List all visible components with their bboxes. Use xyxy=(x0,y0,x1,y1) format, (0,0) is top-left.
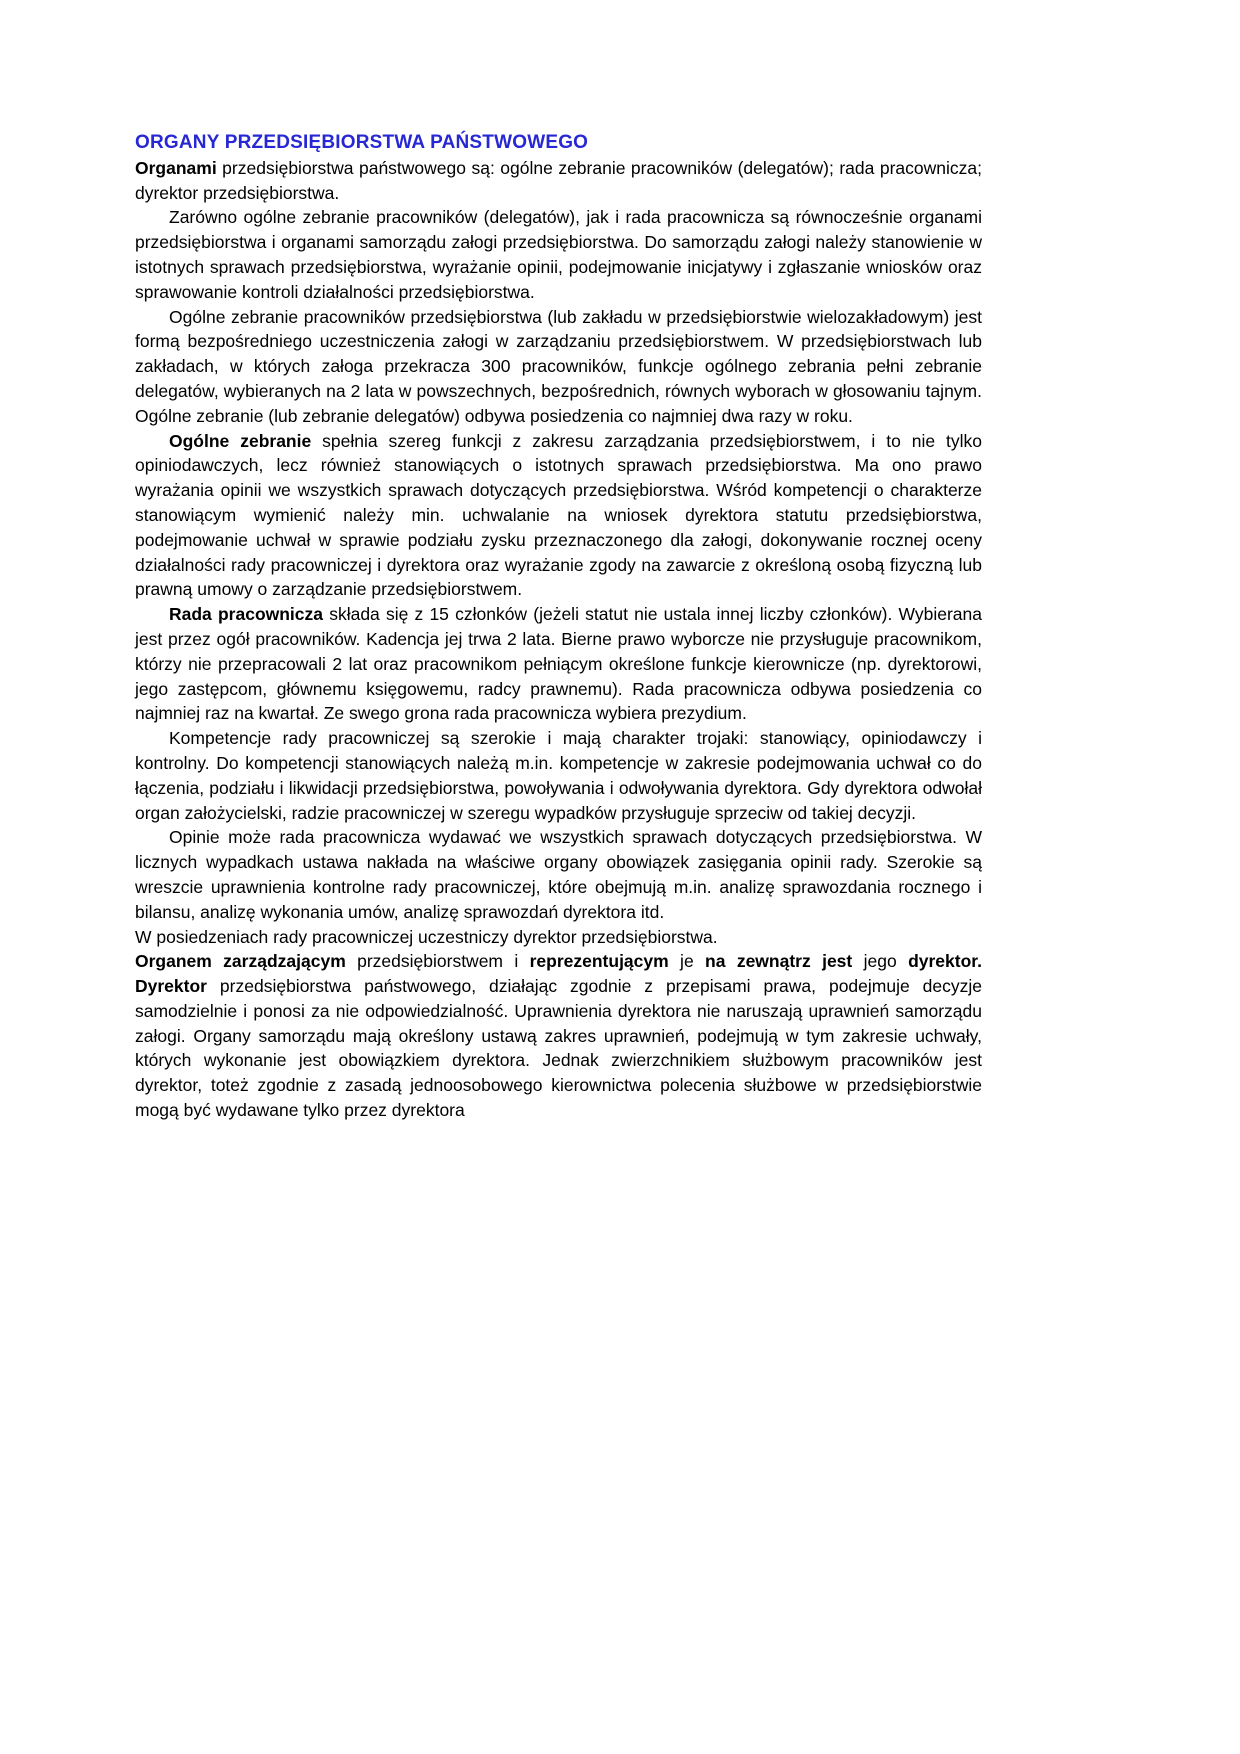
paragraph-run: Opinie może rada pracownicza wydawać we wszystkich sprawach dotyczących przedsiębiorstwa. W licznych wypadkach ustawa nakłada na właściwe organy obowiązek zasięgania opinii rady. Szerokie są wreszcie uprawnienia kontrolne rady pracowniczej, które obejmują m.in. analizę sprawozdania rocznego i bilansu, analizę wykonania umów, analizę sprawozdań dyrektora itd. xyxy=(135,827,982,922)
paragraph xyxy=(135,726,982,825)
paragraph-run: spełnia szereg funkcji z zakresu zarządzania przedsiębiorstwem, i to nie tylko opiniodawczych, lecz również stanowiących o istotnych sprawach przedsiębiorstwa. Ma ono prawo wyrażania opinii we wszystkich sprawach dotyczących przedsiębiorstwa. Wśród kompetencji o charakterze stanowiącym wymienić należy min. uchwalanie na wniosek dyrektora statutu przedsiębiorstwa, podejmowanie uchwał w sprawie podziału zysku przeznaczonego dla załogi, dokonywanie rocznej oceny działalności rady pracowniczej i dyrektora oraz wyrażanie zgody na zawarcie z określoną osobą fizyczną lub prawną umowy o zarządzanie przedsiębiorstwem. xyxy=(135,430,983,600)
paragraph xyxy=(135,156,982,206)
paragraph-run: Zarówno ogólne zebranie pracowników (delegatów), jak i rada pracownicza są równocześnie organami przedsiębiorstwa i organami samorządu załogi przedsiębiorstwa. Do samorządu załogi należy stanowienie w istotnych sprawach przedsiębiorstwa, wyrażanie opinii, podejmowanie inicjatywy i zgłaszanie wniosków oraz sprawowanie kontroli działalności przedsiębiorstwa. xyxy=(135,207,982,302)
paragraph xyxy=(135,602,982,726)
paragraph-bold-run: Organami xyxy=(135,157,217,178)
paragraph-bold-run: reprezentującym xyxy=(529,951,669,972)
paragraph xyxy=(135,205,982,304)
paragraph-run: W posiedzeniach rady pracowniczej uczestniczy dyrektor przedsiębiorstwa. xyxy=(135,926,718,947)
paragraph-bold-run: dyrektor. Dyrektor xyxy=(135,951,982,997)
paragraph-run: jego xyxy=(852,951,909,972)
paragraph-run: przedsiębiorstwem i xyxy=(345,951,530,972)
paragraph-run: je xyxy=(668,951,706,972)
page-title: ORGANY PRZEDSIĘBIORSTWA PAŃSTWOWEGO xyxy=(135,132,589,153)
paragraph xyxy=(135,305,982,429)
paragraph-run: Ogólne zebranie pracowników przedsiębiorstwa (lub zakładu w przedsiębiorstwie wielozakładowym) jest formą bezpośredniego uczestniczenia załogi w zarządzaniu przedsiębiorstwem. W przedsiębiorstwach lub zakładach, w których załoga przekracza 300 pracowników, funkcje ogólnego zebrania pełni zebranie delegatów, wybieranych na 2 lata w powszechnych, bezpośrednich, równych wyborach w głosowaniu tajnym. Ogólne zebranie (lub zebranie delegatów) odbywa posiedzenia co najmniej dwa razy w roku. xyxy=(135,306,982,426)
paragraph-bold-run: Rada pracownicza xyxy=(169,604,324,625)
paragraph-run: przedsiębiorstwa państwowego, działając zgodnie z przepisami prawa, podejmuje decyzje samodzielnie i ponosi za nie odpowiedzialność. Uprawnienia dyrektora nie naruszają uprawnień samorządu załogi. Organy samorządu mają określony ustawą zakres uprawnień, podejmują w tym zakresie uchwały, których wykonanie jest obowiązkiem dyrektora. Jednak zwierzchnikiem służbowym pracowników jest dyrektor, toteż zgodnie z zasadą jednoosobowego kierownictwa polecenia służbowe w przedsiębiorstwie mogą być wydawane tylko przez dyrektora xyxy=(135,976,982,1121)
paragraph xyxy=(135,825,982,924)
paragraph-run: przedsiębiorstwa państwowego są: ogólne zebranie pracowników (delegatów); rada pracownicza; dyrektor przedsiębiorstwa. xyxy=(135,157,982,203)
paragraph-bold-run: Organem zarządzającym xyxy=(135,951,346,972)
paragraph-run: Kompetencje rady pracowniczej są szerokie i mają charakter trojaki: stanowiący, opiniodawczy i kontrolny. Do kompetencji stanowiących należą m.in. kompetencje w zakresie podejmowania uchwał co do łączenia, podziału i likwidacji przedsiębiorstwa, powoływania i odwoływania dyrektora. Gdy dyrektora odwołał organ założycielski, radzie pracowniczej w szeregu wypadków przysługuje sprzeciw od takiej decyzji. xyxy=(135,728,982,823)
paragraph xyxy=(135,429,982,603)
paragraph-run: składa się z 15 członków (jeżeli statut nie ustala innej liczby członków). Wybierana jest przez ogół pracowników. Kadencja jej trwa 2 lata. Bierne prawo wyborcze nie przysługuje pracownikom, którzy nie przepracowali 2 lat oraz pracownikom pełniącym określone funkcje kierownicze (np. dyrektorowi, jego zastępcom, głównemu księgowemu, radcy prawnemu). Rada pracownicza odbywa posiedzenia co najmniej raz na kwartał. Ze swego grona rada pracownicza wybiera prezydium. xyxy=(135,604,982,724)
document-body xyxy=(135,156,982,1123)
paragraph xyxy=(135,925,982,950)
paragraph-bold-run: na zewnątrz jest xyxy=(705,951,853,972)
paragraph-bold-run: Ogólne zebranie xyxy=(169,430,312,451)
paragraph xyxy=(135,949,982,1123)
